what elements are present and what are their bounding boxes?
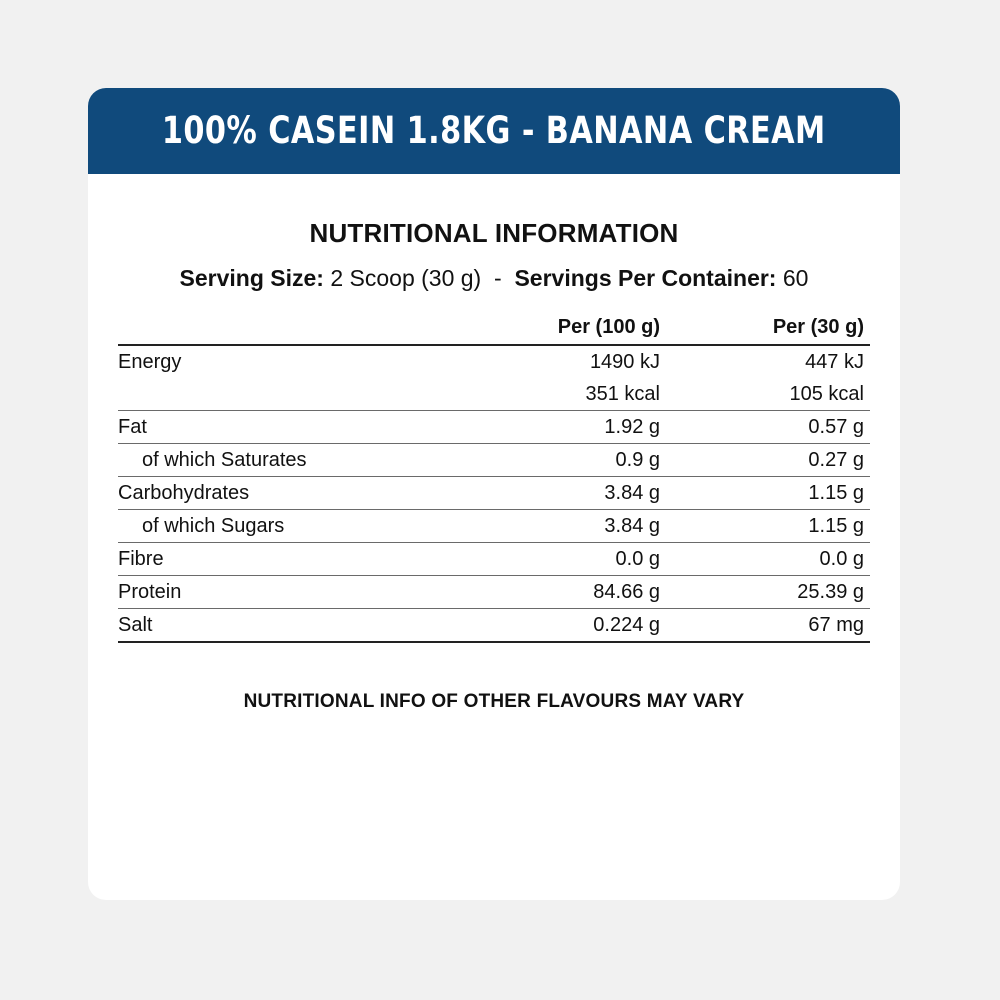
product-banner xyxy=(88,88,900,174)
table-header xyxy=(118,310,870,346)
table-row xyxy=(118,444,870,477)
nutrition-heading: NUTRITIONAL INFORMATION xyxy=(309,218,679,248)
row-energy-per-100g: 1490 kJ xyxy=(589,351,660,373)
servings-per-container-label: Servings Per Container: xyxy=(514,265,777,291)
row-saturates-name: of which Saturates xyxy=(142,449,307,471)
table-row xyxy=(118,477,870,510)
nutrition-card xyxy=(88,88,900,900)
row-sugars-per-100g: 3.84 g xyxy=(604,515,660,537)
serving-separator: - xyxy=(494,265,502,291)
row-protein-name: Protein xyxy=(118,581,182,603)
table-row xyxy=(118,378,870,411)
row-carbohydrates-name: Carbohydrates xyxy=(118,482,250,504)
row-fat-per-serving: 0.57 g xyxy=(808,416,864,438)
table-row xyxy=(118,346,870,378)
row-fibre-per-serving: 0.0 g xyxy=(819,548,864,570)
row-energy-name: Energy xyxy=(118,351,182,373)
product-title: 100% CASEIN 1.8KG - BANANA CREAM xyxy=(162,108,826,152)
servings-per-container-value: 60 xyxy=(782,265,809,291)
row-saturates-per-100g: 0.9 g xyxy=(615,449,660,471)
table-row xyxy=(118,576,870,609)
row-protein-per-100g: 84.66 g xyxy=(593,581,660,603)
table-row xyxy=(118,411,870,444)
table-row xyxy=(118,543,870,576)
flavour-disclaimer: NUTRITIONAL INFO OF OTHER FLAVOURS MAY VARY xyxy=(243,691,745,712)
serving-info xyxy=(88,265,900,292)
row-saturates-per-serving: 0.27 g xyxy=(808,449,864,471)
header-per-100g: Per (100 g) xyxy=(557,316,660,338)
row-sugars-name: of which Sugars xyxy=(142,515,285,537)
row-carbohydrates-per-100g: 3.84 g xyxy=(604,482,660,504)
row-fat-per-100g: 1.92 g xyxy=(604,416,660,438)
row-salt-per-100g: 0.224 g xyxy=(593,614,660,636)
row-fibre-name: Fibre xyxy=(118,548,164,570)
row-fibre-per-100g: 0.0 g xyxy=(615,548,660,570)
table-row xyxy=(118,609,870,643)
table-row xyxy=(118,510,870,543)
row-salt-name: Salt xyxy=(118,614,153,636)
header-per-serving: Per (30 g) xyxy=(772,316,864,338)
row-fat-name: Fat xyxy=(118,416,147,438)
row-energy-kcal-per-serving: 105 kcal xyxy=(789,383,864,405)
row-energy-kcal-per-100g: 351 kcal xyxy=(585,383,660,405)
row-salt-per-serving: 67 mg xyxy=(808,614,864,636)
row-protein-per-serving: 25.39 g xyxy=(797,581,864,603)
row-energy-per-serving: 447 kJ xyxy=(805,351,864,373)
row-carbohydrates-per-serving: 1.15 g xyxy=(808,482,864,504)
nutrition-table xyxy=(118,310,870,643)
serving-size-value: 2 Scoop (30 g) xyxy=(330,265,482,291)
serving-size-label: Serving Size: xyxy=(179,265,324,291)
row-sugars-per-serving: 1.15 g xyxy=(808,515,864,537)
